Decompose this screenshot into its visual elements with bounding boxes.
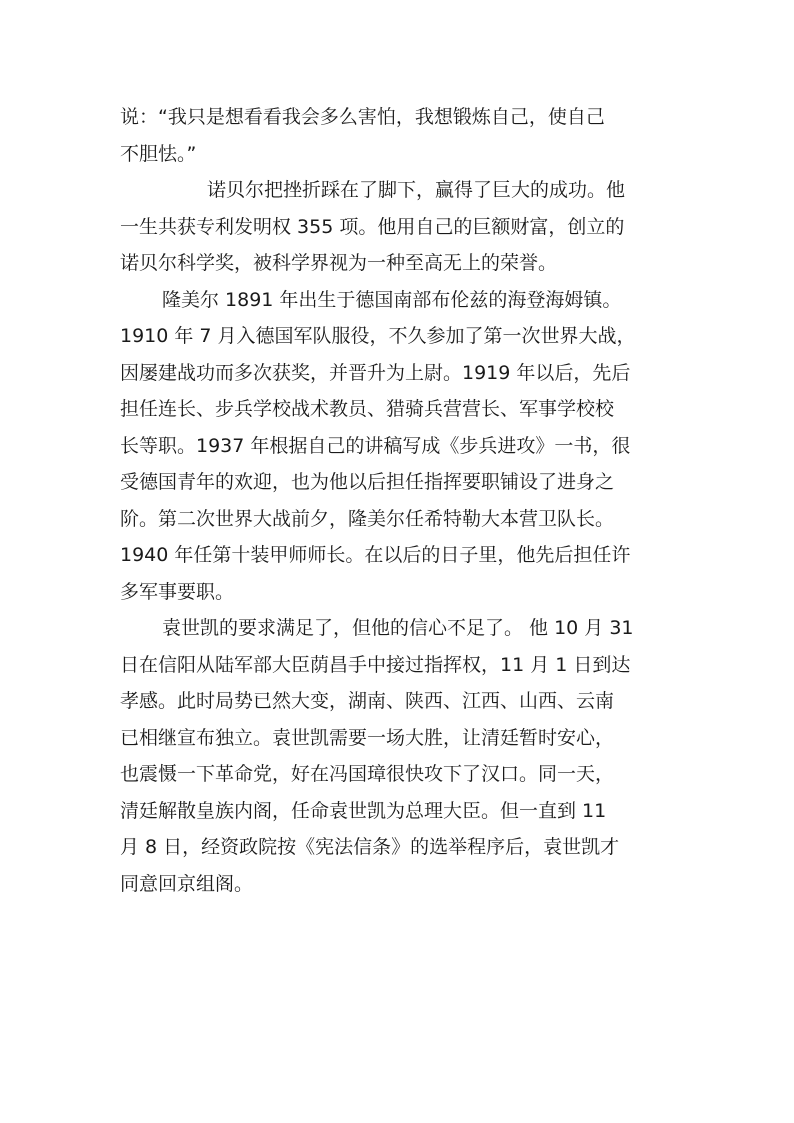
text-line: 孝感。此时局势已然大变，湖南、陕西、江西、山西、云南 <box>120 690 615 712</box>
text-line: 1910 年 7 月入德国军队服役，不久参加了第一次世界大战， <box>120 325 636 347</box>
text-line: 受德国青年的欢迎，也为他以后担任指挥要职铺设了进身之 <box>120 471 615 493</box>
text-line: 说：“我只是想看看我会多么害怕，我想锻炼自己，使自己 <box>120 106 605 128</box>
paragraph-yuan-shikai <box>120 610 680 902</box>
text-line: 因屡建战功而多次获奖，并晋升为上尉。1919 年以后，先后 <box>120 361 631 384</box>
paragraph-nobel <box>120 172 680 282</box>
text-line: 同意回京组阁。 <box>120 872 254 895</box>
paragraph-quote <box>120 99 680 172</box>
text-line: 不胆怯。” <box>120 142 197 165</box>
text-line: 月 8 日，经资政院按《宪法信条》的选举程序后，袁世凯才 <box>120 836 620 858</box>
text-line: 日在信阳从陆军部大臣荫昌手中接过指挥权，11 月 1 日到达 <box>120 653 631 676</box>
text-line: 多军事要职。 <box>120 580 235 603</box>
paragraph-rommel <box>120 282 680 611</box>
text-line: 长等职。1937 年根据自己的讲稿写成《步兵进攻》一书，很 <box>120 434 631 457</box>
text-line: 诺贝尔把挫折踩在了脚下，赢得了巨大的成功。他 <box>207 179 626 201</box>
text-line: 已相继宣布独立。袁世凯需要一场大胜，让清廷暂时安心， <box>120 726 615 749</box>
text-line: 清廷解散皇族内阁，任命袁世凯为总理大臣。但一直到 11 <box>120 799 607 822</box>
document-body <box>120 99 680 902</box>
text-line: 也震慑一下革命党，好在冯国璋很快攻下了汉口。同一天， <box>120 763 615 785</box>
text-line: 诺贝尔科学奖，被科学界视为一种至高无上的荣誉。 <box>120 252 558 274</box>
text-line: 一生共获专利发明权 355 项。他用自己的巨额财富，创立的 <box>120 215 625 238</box>
text-line: 1940 年任第十装甲师师长。在以后的日子里，他先后担任许 <box>120 544 631 566</box>
text-line: 阶。第二次世界大战前夕，隆美尔任希特勒大本营卫队长。 <box>120 507 615 530</box>
text-line: 担任连长、步兵学校战术教员、猎骑兵营营长、军事学校校 <box>120 398 615 420</box>
text-line: 隆美尔 1891 年出生于德国南部布伦兹的海登海姆镇。 <box>162 288 622 311</box>
text-line: 袁世凯的要求满足了，但他的信心不足了。 他 10 月 31 <box>162 617 634 639</box>
